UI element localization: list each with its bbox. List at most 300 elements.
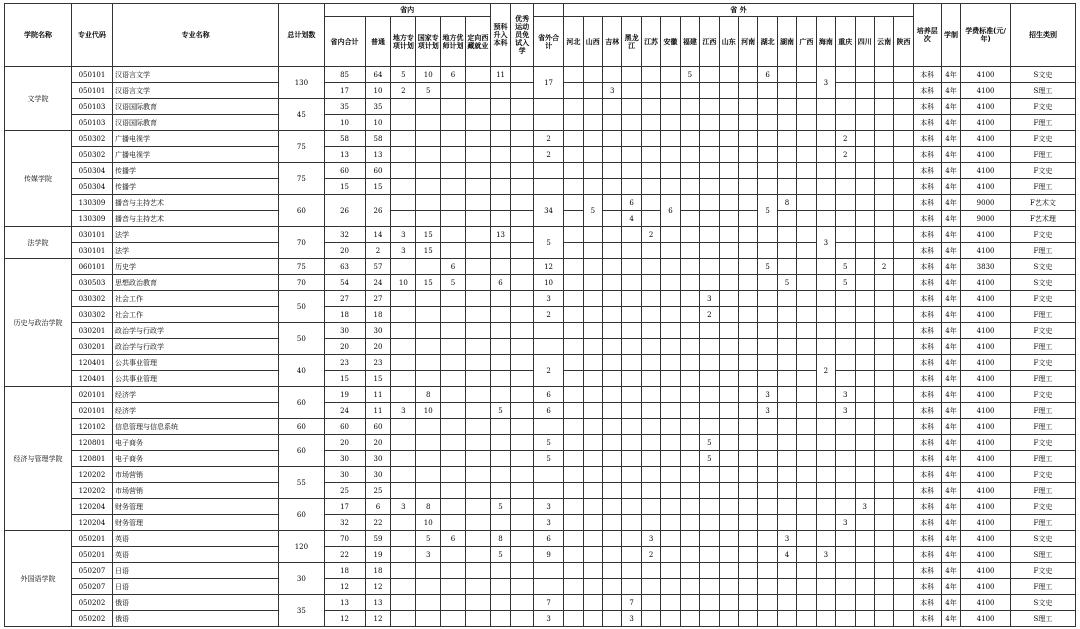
province-quota [700,403,719,419]
tuition-fee: 3830 [961,259,1011,275]
in-province-pt: 59 [365,531,391,547]
province-quota [641,339,660,355]
in-province-dfzx [391,611,416,627]
major-name: 市场营销 [112,483,278,499]
enrollment-category: S理工 [1010,83,1075,99]
training-level: 本科 [913,291,941,307]
province-quota [641,67,660,83]
training-level: 本科 [913,211,941,227]
in-province-gjzx [416,291,441,307]
out-province-total: 17 [533,67,563,99]
province-quota [622,579,641,595]
province-quota [797,371,816,387]
province-quota [700,323,719,339]
province-quota [680,259,699,275]
province-quota [661,83,680,99]
major-code: 050202 [71,611,112,627]
province-quota [564,307,583,323]
province-quota [738,275,757,291]
province-quota [603,563,622,579]
province-quota [641,403,660,419]
province-quota [641,243,660,259]
out-province-total: 6 [533,387,563,403]
college-name: 经济与管理学院 [5,387,72,531]
enrollment-category: S理工 [1010,611,1075,627]
province-quota [603,67,622,83]
tuition-fee: 4100 [961,179,1011,195]
province-quota [622,147,641,163]
province-quota [894,595,913,611]
province-quota: 3 [700,291,719,307]
province-quota [661,115,680,131]
province-quota [583,595,602,611]
province-quota [583,611,602,627]
in-province-pt: 60 [365,163,391,179]
in-province-in: 15 [324,179,365,195]
province-quota [680,179,699,195]
province-quota: 3 [622,611,641,627]
province-quota [622,371,641,387]
in-province-in: 17 [324,83,365,99]
out-province-total: 34 [533,195,563,227]
in-province-in: 20 [324,435,365,451]
province-quota [661,531,680,547]
province-quota [583,451,602,467]
training-level: 本科 [913,275,941,291]
table-header [5,4,1076,67]
in-province-dxxz [465,195,490,211]
in-province-yk [490,211,511,227]
in-province-in: 26 [324,195,365,227]
in-province-ys [511,163,534,179]
in-province-yk [490,451,511,467]
province-quota [661,323,680,339]
province-quota [641,211,660,227]
province-quota [855,179,874,195]
major-code: 130309 [71,195,112,211]
province-quota: 2 [836,131,855,147]
province-quota [564,579,583,595]
province-quota [855,163,874,179]
total-plan: 45 [279,99,324,131]
in-province-dfzx [391,147,416,163]
major-name: 汉语国际教育 [112,99,278,115]
in-province-dfys: 6 [441,67,466,83]
table-row [5,467,1076,483]
in-province-yk [490,323,511,339]
province-quota [816,499,835,515]
tuition-fee: 4100 [961,67,1011,83]
province-quota [680,275,699,291]
province-quota [622,115,641,131]
in-province-dxxz [465,115,490,131]
province-quota [894,339,913,355]
province-quota [700,483,719,499]
province-quota [564,467,583,483]
province-quota [622,483,641,499]
enrollment-category: S文史 [1010,67,1075,83]
province-quota [797,387,816,403]
study-years: 4年 [941,227,960,243]
province-quota [777,291,796,307]
province-quota [564,387,583,403]
province-quota [603,531,622,547]
province-quota [641,275,660,291]
province-quota [874,451,893,467]
province-quota [680,227,699,243]
in-province-dxxz [465,547,490,563]
total-plan: 60 [279,499,324,531]
province-quota [836,483,855,499]
in-province-in: 70 [324,531,365,547]
out-province-total: 3 [533,611,563,627]
province-quota [661,467,680,483]
study-years: 4年 [941,563,960,579]
province-quota [855,115,874,131]
province-quota [583,323,602,339]
enrollment-category: F文史 [1010,435,1075,451]
province-quota: 2 [700,307,719,323]
major-name: 电子商务 [112,451,278,467]
province-quota [777,563,796,579]
province-quota [641,99,660,115]
in-province-dxxz [465,291,490,307]
province-quota [641,131,660,147]
province-quota [894,579,913,595]
in-province-ys [511,67,534,83]
province-quota [738,227,757,243]
province-quota [777,147,796,163]
province-quota [603,483,622,499]
province-quota [564,451,583,467]
in-province-dfys [441,451,466,467]
tuition-fee: 4100 [961,419,1011,435]
province-quota: 7 [622,595,641,611]
out-province-total [533,483,563,499]
study-years: 4年 [941,355,960,371]
in-province-dxxz [465,355,490,371]
province-header: 海南 [816,17,835,67]
study-years: 4年 [941,147,960,163]
province-quota [738,563,757,579]
training-level: 本科 [913,67,941,83]
province-quota [680,563,699,579]
in-province-pt: 18 [365,563,391,579]
enrollment-category: F理工 [1010,371,1075,387]
province-quota [874,211,893,227]
in-province-dfys [441,83,466,99]
in-province-dxxz [465,563,490,579]
province-quota [661,131,680,147]
province-quota [661,259,680,275]
province-quota [700,467,719,483]
major-name: 俄语 [112,611,278,627]
province-quota [836,435,855,451]
enrollment-category: S文史 [1010,531,1075,547]
province-header: 福建 [680,17,699,67]
major-name: 财务管理 [112,499,278,515]
col-header: 优秀运动员免试入学 [511,4,534,67]
major-code: 050101 [71,67,112,83]
province-quota [874,243,893,259]
in-province-gjzx [416,339,441,355]
province-quota [855,371,874,387]
province-quota [680,595,699,611]
major-code: 030302 [71,307,112,323]
in-province-dfys [441,291,466,307]
in-province-dfzx [391,595,416,611]
province-quota [836,243,855,259]
province-quota [603,451,622,467]
in-province-dfys [441,467,466,483]
in-province-dfys [441,355,466,371]
in-province-ys [511,115,534,131]
province-quota [583,131,602,147]
tuition-fee: 9000 [961,195,1011,211]
in-province-yk [490,83,511,99]
province-quota [758,579,777,595]
province-quota [855,547,874,563]
in-province-dfzx: 2 [391,83,416,99]
in-province-yk: 5 [490,499,511,515]
training-level: 本科 [913,179,941,195]
province-quota [641,307,660,323]
in-province-pt: 13 [365,595,391,611]
major-code: 050201 [71,531,112,547]
province-quota [680,419,699,435]
training-level: 本科 [913,355,941,371]
province-quota [641,163,660,179]
province-quota [583,355,602,371]
province-quota [700,339,719,355]
province-quota [894,611,913,627]
province-quota [816,419,835,435]
province-quota [641,387,660,403]
province-quota [738,595,757,611]
major-code: 120204 [71,515,112,531]
major-code: 120401 [71,371,112,387]
study-years: 4年 [941,323,960,339]
study-years: 4年 [941,483,960,499]
province-quota [777,179,796,195]
in-province-dfys [441,595,466,611]
out-province-total: 5 [533,227,563,259]
major-name: 俄语 [112,595,278,611]
province-quota [855,467,874,483]
province-quota [855,307,874,323]
province-quota [797,355,816,371]
in-province-ys [511,611,534,627]
study-years: 4年 [941,531,960,547]
province-quota [680,131,699,147]
study-years: 4年 [941,435,960,451]
major-name: 电子商务 [112,435,278,451]
in-province-gjzx: 15 [416,243,441,259]
table-row [5,531,1076,547]
province-quota [836,531,855,547]
province-quota [758,467,777,483]
province-quota [622,83,641,99]
province-quota [894,179,913,195]
province-quota [797,531,816,547]
province-quota [855,435,874,451]
province-quota [700,419,719,435]
in-province-in: 23 [324,355,365,371]
province-quota [564,515,583,531]
study-years: 4年 [941,499,960,515]
province-quota [836,115,855,131]
province-quota [700,195,719,211]
in-province-yk [490,579,511,595]
province-quota [564,83,583,99]
province-quota [777,83,796,99]
province-quota [583,307,602,323]
major-code: 050202 [71,595,112,611]
group-header-in-province: 省内 [324,4,490,17]
province-quota [777,323,796,339]
province-quota [758,179,777,195]
province-quota [738,611,757,627]
in-province-ys [511,355,534,371]
study-years: 4年 [941,83,960,99]
major-name: 播音与主持艺术 [112,211,278,227]
in-province-in: 20 [324,339,365,355]
province-quota [622,323,641,339]
in-province-dxxz [465,147,490,163]
province-quota [719,147,738,163]
province-quota [641,195,660,211]
province-quota [583,419,602,435]
province-quota [603,339,622,355]
province-quota: 5 [700,435,719,451]
in-province-dfys [441,323,466,339]
in-province-yk [490,115,511,131]
in-province-yk: 8 [490,531,511,547]
out-province-total [533,99,563,115]
study-years: 4年 [941,307,960,323]
province-quota [719,483,738,499]
in-province-dxxz [465,403,490,419]
province-quota [603,595,622,611]
province-quota [758,99,777,115]
enrollment-category: F文史 [1010,323,1075,339]
province-quota [836,563,855,579]
tuition-fee: 4100 [961,595,1011,611]
province-quota [564,259,583,275]
province-quota [855,387,874,403]
province-quota [758,371,777,387]
in-province-pt: 26 [365,195,391,227]
college-name: 外国语学院 [5,531,72,627]
province-quota [874,291,893,307]
province-quota [816,467,835,483]
province-quota: 5 [700,451,719,467]
total-plan: 50 [279,323,324,355]
province-quota [641,259,660,275]
province-quota [700,563,719,579]
province-quota [603,195,622,211]
enrollment-plan-table [4,3,1076,627]
training-level: 本科 [913,451,941,467]
out-province-total [533,323,563,339]
in-province-in: 63 [324,259,365,275]
province-quota [836,195,855,211]
province-quota [622,515,641,531]
training-level: 本科 [913,339,941,355]
in-province-dxxz [465,323,490,339]
in-province-dxxz [465,419,490,435]
province-quota [583,435,602,451]
province-quota [641,563,660,579]
province-quota [564,323,583,339]
province-quota [583,467,602,483]
province-quota [564,275,583,291]
total-plan: 35 [279,595,324,627]
province-quota [836,547,855,563]
province-quota [564,67,583,83]
province-quota [603,147,622,163]
province-quota [777,339,796,355]
in-province-dfzx [391,387,416,403]
in-province-dxxz [465,515,490,531]
province-quota [564,211,583,227]
in-province-dfzx [391,115,416,131]
in-province-dfzx [391,563,416,579]
in-province-dfzx [391,211,416,227]
province-quota [894,115,913,131]
province-quota [836,99,855,115]
province-quota [661,67,680,83]
province-quota [661,339,680,355]
province-quota [641,467,660,483]
in-province-in: 60 [324,163,365,179]
total-plan: 130 [279,67,324,99]
province-quota [894,419,913,435]
province-quota: 2 [816,355,835,387]
tuition-fee: 4100 [961,227,1011,243]
major-name: 公共事业管理 [112,355,278,371]
province-quota [564,339,583,355]
in-province-ys [511,227,534,243]
in-province-gjzx [416,579,441,595]
col-header: 地方专项计划 [391,17,416,67]
in-province-in: 22 [324,547,365,563]
in-province-ys [511,307,534,323]
province-quota [719,307,738,323]
province-quota [641,435,660,451]
enrollment-category: F理工 [1010,243,1075,259]
in-province-dxxz [465,227,490,243]
major-code: 030201 [71,323,112,339]
province-quota [622,403,641,419]
study-years: 4年 [941,291,960,307]
in-province-dfzx [391,579,416,595]
in-province-gjzx: 10 [416,67,441,83]
province-quota [719,67,738,83]
province-quota: 3 [855,499,874,515]
province-quota [836,355,855,371]
major-code: 120202 [71,467,112,483]
out-province-total: 6 [533,531,563,547]
in-province-dfzx [391,259,416,275]
in-province-ys [511,547,534,563]
province-quota [680,195,699,211]
province-quota [777,371,796,387]
province-quota [758,323,777,339]
major-name: 日语 [112,579,278,595]
province-quota [758,339,777,355]
in-province-pt: 27 [365,291,391,307]
